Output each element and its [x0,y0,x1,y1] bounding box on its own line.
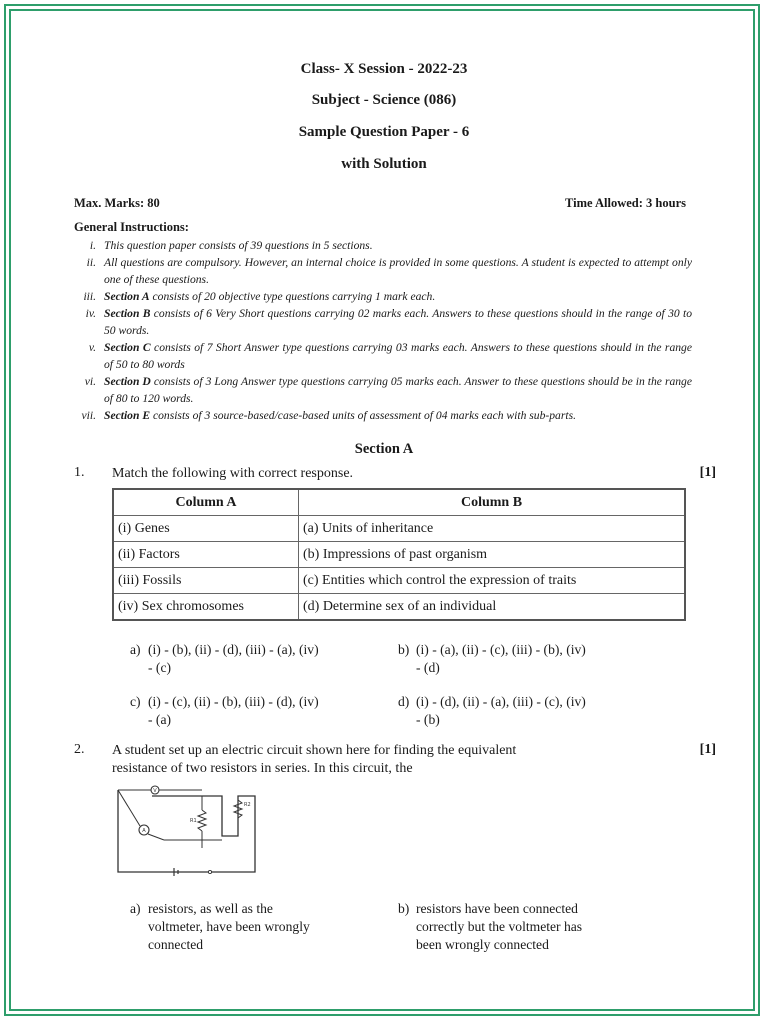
svg-text:V: V [153,788,157,794]
max-marks: Max. Marks: 80 [74,196,160,210]
match-table [112,488,686,621]
table-row [113,568,685,594]
instruction-item: iv. Section B consists of 6 Very Short questions carrying 02 marks each. Answers to these questions should in the range of 30 to 50 words. [85,307,692,337]
table-cell: (d) Determine sex of an individual [299,594,686,621]
instruction-item: ii. All questions are compulsory. However, an internal choice is provided in some questions. A student is expected to attempt only one of these questions. [86,256,692,286]
general-instructions-heading: General Instructions: [74,220,189,234]
question-marks: [1] [699,742,716,757]
circuit-diagram [110,780,260,876]
svg-text:R1: R1 [190,818,197,824]
table-cell: (ii) Factors [113,542,299,568]
instruction-item: v. Section C consists of 7 Short Answer type questions carrying 03 marks each. Answers to these questions should in the range of 50 to 80 words [88,341,692,371]
column-a-header: Column A [113,489,299,516]
table-header-row [113,489,685,516]
general-instructions-list [74,237,692,424]
instruction-item: vi. Section D consists of 3 Long Answer type questions carrying 05 marks each. Answer to these questions should be in the range of 80 to 120 words. [84,375,692,405]
table-cell: (c) Entities which control the expression of traits [299,568,686,594]
question-marks: [1] [699,465,716,480]
subject-title: Subject - Science (086) [311,92,457,108]
table-row [113,594,685,621]
question-paper-page: Class- X Session - 2022-23 Subject - Science (086) Sample Question Paper - 6 with Solution Max. Marks: 80 Time Allowed: 3 hours General Instructions: i. This question paper consists of 39 questions in 5 sections. ii. All questions are compulsory. However, an internal choice is provided in some questions. A student is expected to attempt only one of these questions. iii. Section A consists of 20 objective type questions carrying 1 mark each. iv. Section B consists of 6 Very Short questions carrying 02 marks each. Answers to these questions should in the range of 30 to 50 words. v. Section C consists of 7 Short Answer type questions carrying 03 marks each. Answers to these questions should in the range of 50 to 80 words vi. Section D consists of 3 Long Answer type questions carrying 05 marks each. Answer to these questions should be in the range of 80 to 120 words. vii. Section E consists of 3 source-based/case-based units of assessment of 04 marks each with sub-parts. Section A 1. Match the following with correct response. [1] Column A Column B (i) Genes (a) Units of inheritance (ii) Factors (b) Impressions of past organism (iii) Fossils (c) Entities which control the expression of traits (iv) Sex chromosomes (d) Determine sex of an individual a) (i) - (b), (ii) - (d), (iii) - (a), (iv) - (c) b) (i) - (a), (ii) - (c), (iii) - (b), (iv) - (d) c) (i) - (c), (ii) - (b), (iii) - (d), (iv) - (a) d) (i) - (d), (ii) - (a), (iii) - (c), (iv) - (b) 2. A student set up an electric circuit shown here for finding the equivalent resistance of two resistors in series. In this circuit, the [1] V A R1 R2 a) resistors, as well as the voltmeter, have been wrongly connected b) resistors have been connected correctly but the voltmeter has been wrongly connected [0,0,768,1024]
instruction-item: i. This question paper consists of 39 questions in 5 sections. [89,239,373,252]
solution-subtitle: with Solution [341,156,427,172]
paper-title: Sample Question Paper - 6 [298,124,470,140]
question-text: A student set up an electric circuit shown here for finding the equivalent resistance of two resistors in series. In this circuit, the [112,743,517,776]
table-cell: (i) Genes [113,516,299,542]
instruction-item: vii. Section E consists of 3 source-based/case-based units of assessment of 04 marks each with sub-parts. [81,409,576,422]
question-text: Match the following with correct response. [112,466,354,481]
instruction-item: iii. Section A consists of 20 objective type questions carrying 1 mark each. [83,290,436,303]
question-number: 1. [74,465,85,480]
table-cell: (iii) Fossils [113,568,299,594]
marks-time-row [74,196,686,211]
section-a-heading: Section A [354,441,414,457]
class-session-title: Class- X Session - 2022-23 [300,61,468,77]
column-b-header: Column B [299,489,686,516]
svg-text:R2: R2 [244,802,251,808]
table-cell: (a) Units of inheritance [299,516,686,542]
table-row [113,542,685,568]
svg-text:A: A [142,828,146,834]
table-cell: (iv) Sex chromosomes [113,594,299,621]
question-number: 2. [74,742,85,757]
time-allowed: Time Allowed: 3 hours [565,196,686,210]
table-row [113,516,685,542]
table-cell: (b) Impressions of past organism [299,542,686,568]
